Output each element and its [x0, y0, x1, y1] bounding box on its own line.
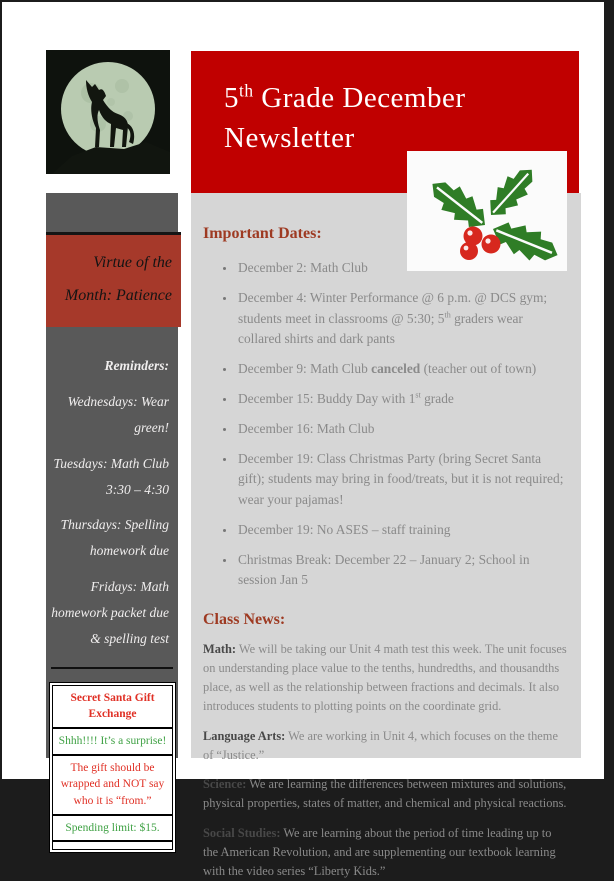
news-paragraph: Math: We will be taking our Unit 4 math test this week. The unit focuses on understanding place value to the tenths, hundredths, and thousandths place, as well as the relationship between fractions and decimals. It also introduces students to plotting points on the coordinate grid.: [203, 642, 567, 713]
reminder-item: Wednesdays: Wear green!: [67, 393, 169, 436]
date-item: • Christmas Break: December 22 – January 2; School in session Jan 5: [236, 550, 569, 592]
reminder-item: Fridays: Math homework packet due & spelling test: [51, 578, 169, 647]
virtue-text: Virtue of the Month: Patience: [64, 254, 172, 304]
santa-row: Secret Santa Gift Exchange: [53, 686, 172, 729]
class-news-paragraphs: [203, 640, 569, 880]
class-news-section: [203, 610, 569, 880]
virtue-of-month-box: [46, 232, 181, 327]
news-paragraph: Social Studies: We are learning about the period of time leading up to the American Revolution, and are supplementing our textbook learning with the video series “Liberty Kids.”: [203, 826, 556, 878]
date-item: • December 19: Class Christmas Party (bring Secret Santa gift); students may bring in food/treats, but it is not required; wear your pajamas!: [236, 449, 569, 511]
news-subject-label: Social Studies:: [203, 826, 281, 841]
secret-santa-box: [49, 682, 176, 854]
reminders-section: [46, 353, 178, 653]
date-item: • December 2: Math Club: [236, 258, 569, 279]
date-item: • December 16: Math Club: [236, 419, 569, 440]
date-item: • December 15: Buddy Day with 1st grade: [236, 389, 569, 410]
santa-row: [53, 842, 172, 849]
date-item: • December 19: No ASES – staff training: [236, 520, 569, 541]
news-paragraph: Language Arts: We are working in Unit 4, which focuses on the theme of “Justice.”: [203, 728, 558, 762]
important-dates-list: [203, 258, 569, 591]
sidebar: [46, 193, 178, 834]
reminders-list: [50, 389, 169, 653]
wolf-moon-image: [46, 50, 170, 174]
holly-graphic: [407, 151, 567, 271]
news-paragraph: Science: We are learning the differences between mixtures and solutions, physical properties, states of matter, and chemical and physical reactions.: [203, 777, 567, 811]
main-content: [191, 193, 581, 878]
news-subject-label: Math:: [203, 642, 237, 657]
important-dates-heading: Important Dates:: [203, 225, 322, 242]
reminder-item: Tuesdays: Math Club 3:30 – 4:30: [53, 455, 169, 497]
reminder-item: Thursdays: Spelling homework due: [60, 517, 169, 559]
santa-row: The gift should be wrapped and NOT say who it is “from.”: [53, 756, 172, 816]
wolf-moon-graphic: [46, 50, 170, 174]
news-subject-label: Language Arts:: [203, 728, 286, 743]
holly-image: [407, 151, 567, 271]
newsletter-page: [2, 2, 604, 878]
page-title: 5th Grade December Newsletter: [224, 80, 466, 155]
sidebar-divider: [51, 667, 173, 669]
news-subject-label: Science:: [203, 777, 247, 792]
santa-row: Shhh!!!! It’s a surprise!: [53, 729, 172, 756]
reminders-heading: Reminders:: [104, 357, 169, 373]
date-item: • December 9: Math Club canceled (teacher out of town): [236, 359, 569, 380]
date-item: • December 4: Winter Performance @ 6 p.m. @ DCS gym; students meet in classrooms @ 5:30; 5th graders wear collared shirts and dark pants: [236, 288, 569, 350]
santa-row: Spending limit: $15.: [53, 816, 172, 843]
class-news-heading: Class News:: [203, 611, 286, 629]
